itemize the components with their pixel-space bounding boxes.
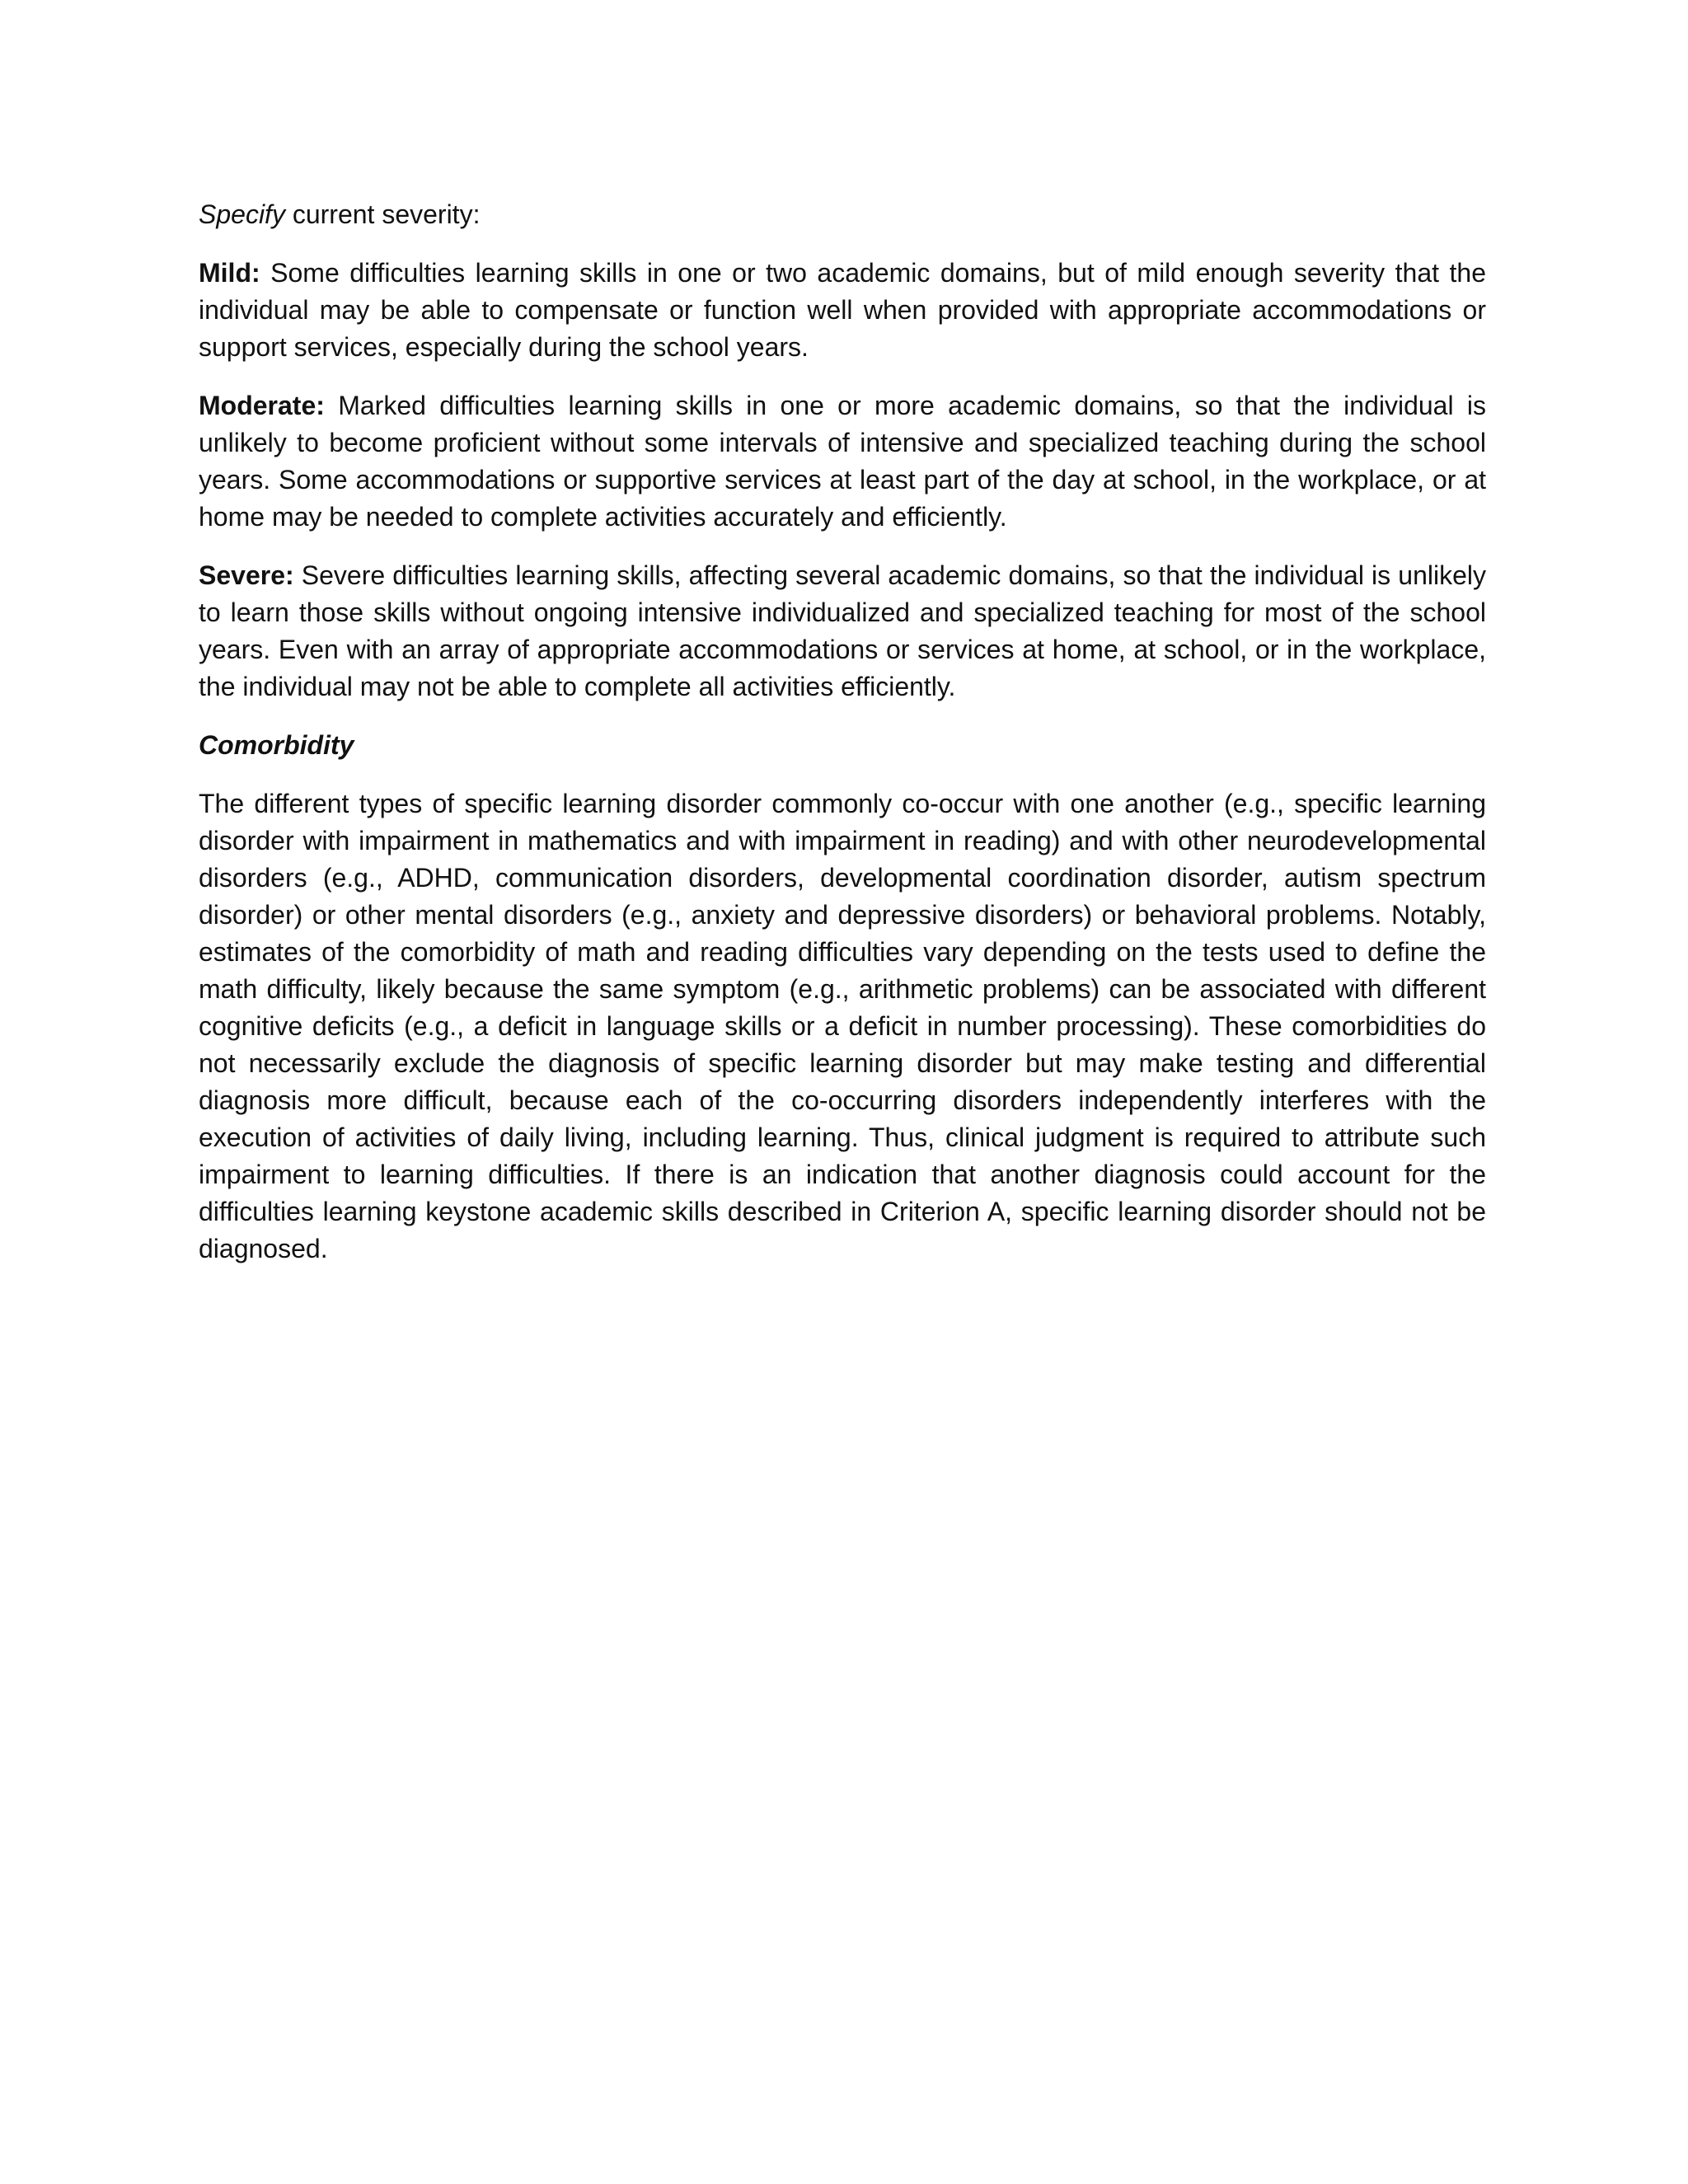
comorbidity-heading bbox=[199, 727, 1486, 764]
comorbidity-heading-text: Comorbidity bbox=[199, 730, 354, 760]
severity-mild-text: Some difficulties learning skills in one or two academic domains, but of mild enough severity that the individual may be able to compensate or function well when provided with appropriate accommodations or support services, especially during the school years. bbox=[199, 258, 1486, 362]
severity-severe-paragraph bbox=[199, 557, 1486, 705]
severity-moderate-text: Marked difficulties learning skills in one or more academic domains, so that the individual is unlikely to become proficient without some intervals of intensive and specialized teaching during the school years. Some accommodations or supportive services at least part of the day at school, in the workplace, or at home may be needed to complete activities accurately and efficiently. bbox=[199, 391, 1486, 532]
severity-severe-label: Severe: bbox=[199, 560, 294, 590]
document-body bbox=[199, 196, 1486, 1289]
specify-rest: current severity: bbox=[284, 199, 481, 229]
severity-mild-paragraph bbox=[199, 255, 1486, 366]
severity-severe-text: Severe difficulties learning skills, affecting several academic domains, so that the individual is unlikely to learn those skills without ongoing intensive individualized and specialized teaching for most of the school years. Even with an array of appropriate accommodations or services at home, at school, or in the workplace, the individual may not be able to complete all activities efficiently. bbox=[199, 560, 1486, 701]
severity-moderate-paragraph bbox=[199, 387, 1486, 536]
severity-moderate-label: Moderate: bbox=[199, 391, 325, 420]
comorbidity-paragraph: The different types of specific learning disorder commonly co-occur with one another (e.g., specific learning disorder with impairment in mathematics and with impairment in reading) and with other neurodevelopmental disorders (e.g., ADHD, communication disorders, developmental coordination disorder, autism spectrum disorder) or other mental disorders (e.g., anxiety and depressive disorders) or behavioral problems. Notably, estimates of the comorbidity of math and reading difficulties vary depending on the tests used to define the math difficulty, likely because the same symptom (e.g., arithmetic problems) can be associated with different cognitive deficits (e.g., a deficit in language skills or a deficit in number processing). These comorbidities do not necessarily exclude the diagnosis of specific learning disorder but may make testing and differential diagnosis more difficult, because each of the co-occurring disorders independently interferes with the execution of activities of daily living, including learning. Thus, clinical judgment is required to attribute such impairment to learning difficulties. If there is an indication that another diagnosis could account for the difficulties learning keystone academic skills described in Criterion A, specific learning disorder should not be diagnosed. bbox=[199, 789, 1486, 1263]
severity-mild-label: Mild: bbox=[199, 258, 260, 288]
specify-label: Specify bbox=[199, 199, 285, 229]
specify-severity-line bbox=[199, 196, 1486, 233]
